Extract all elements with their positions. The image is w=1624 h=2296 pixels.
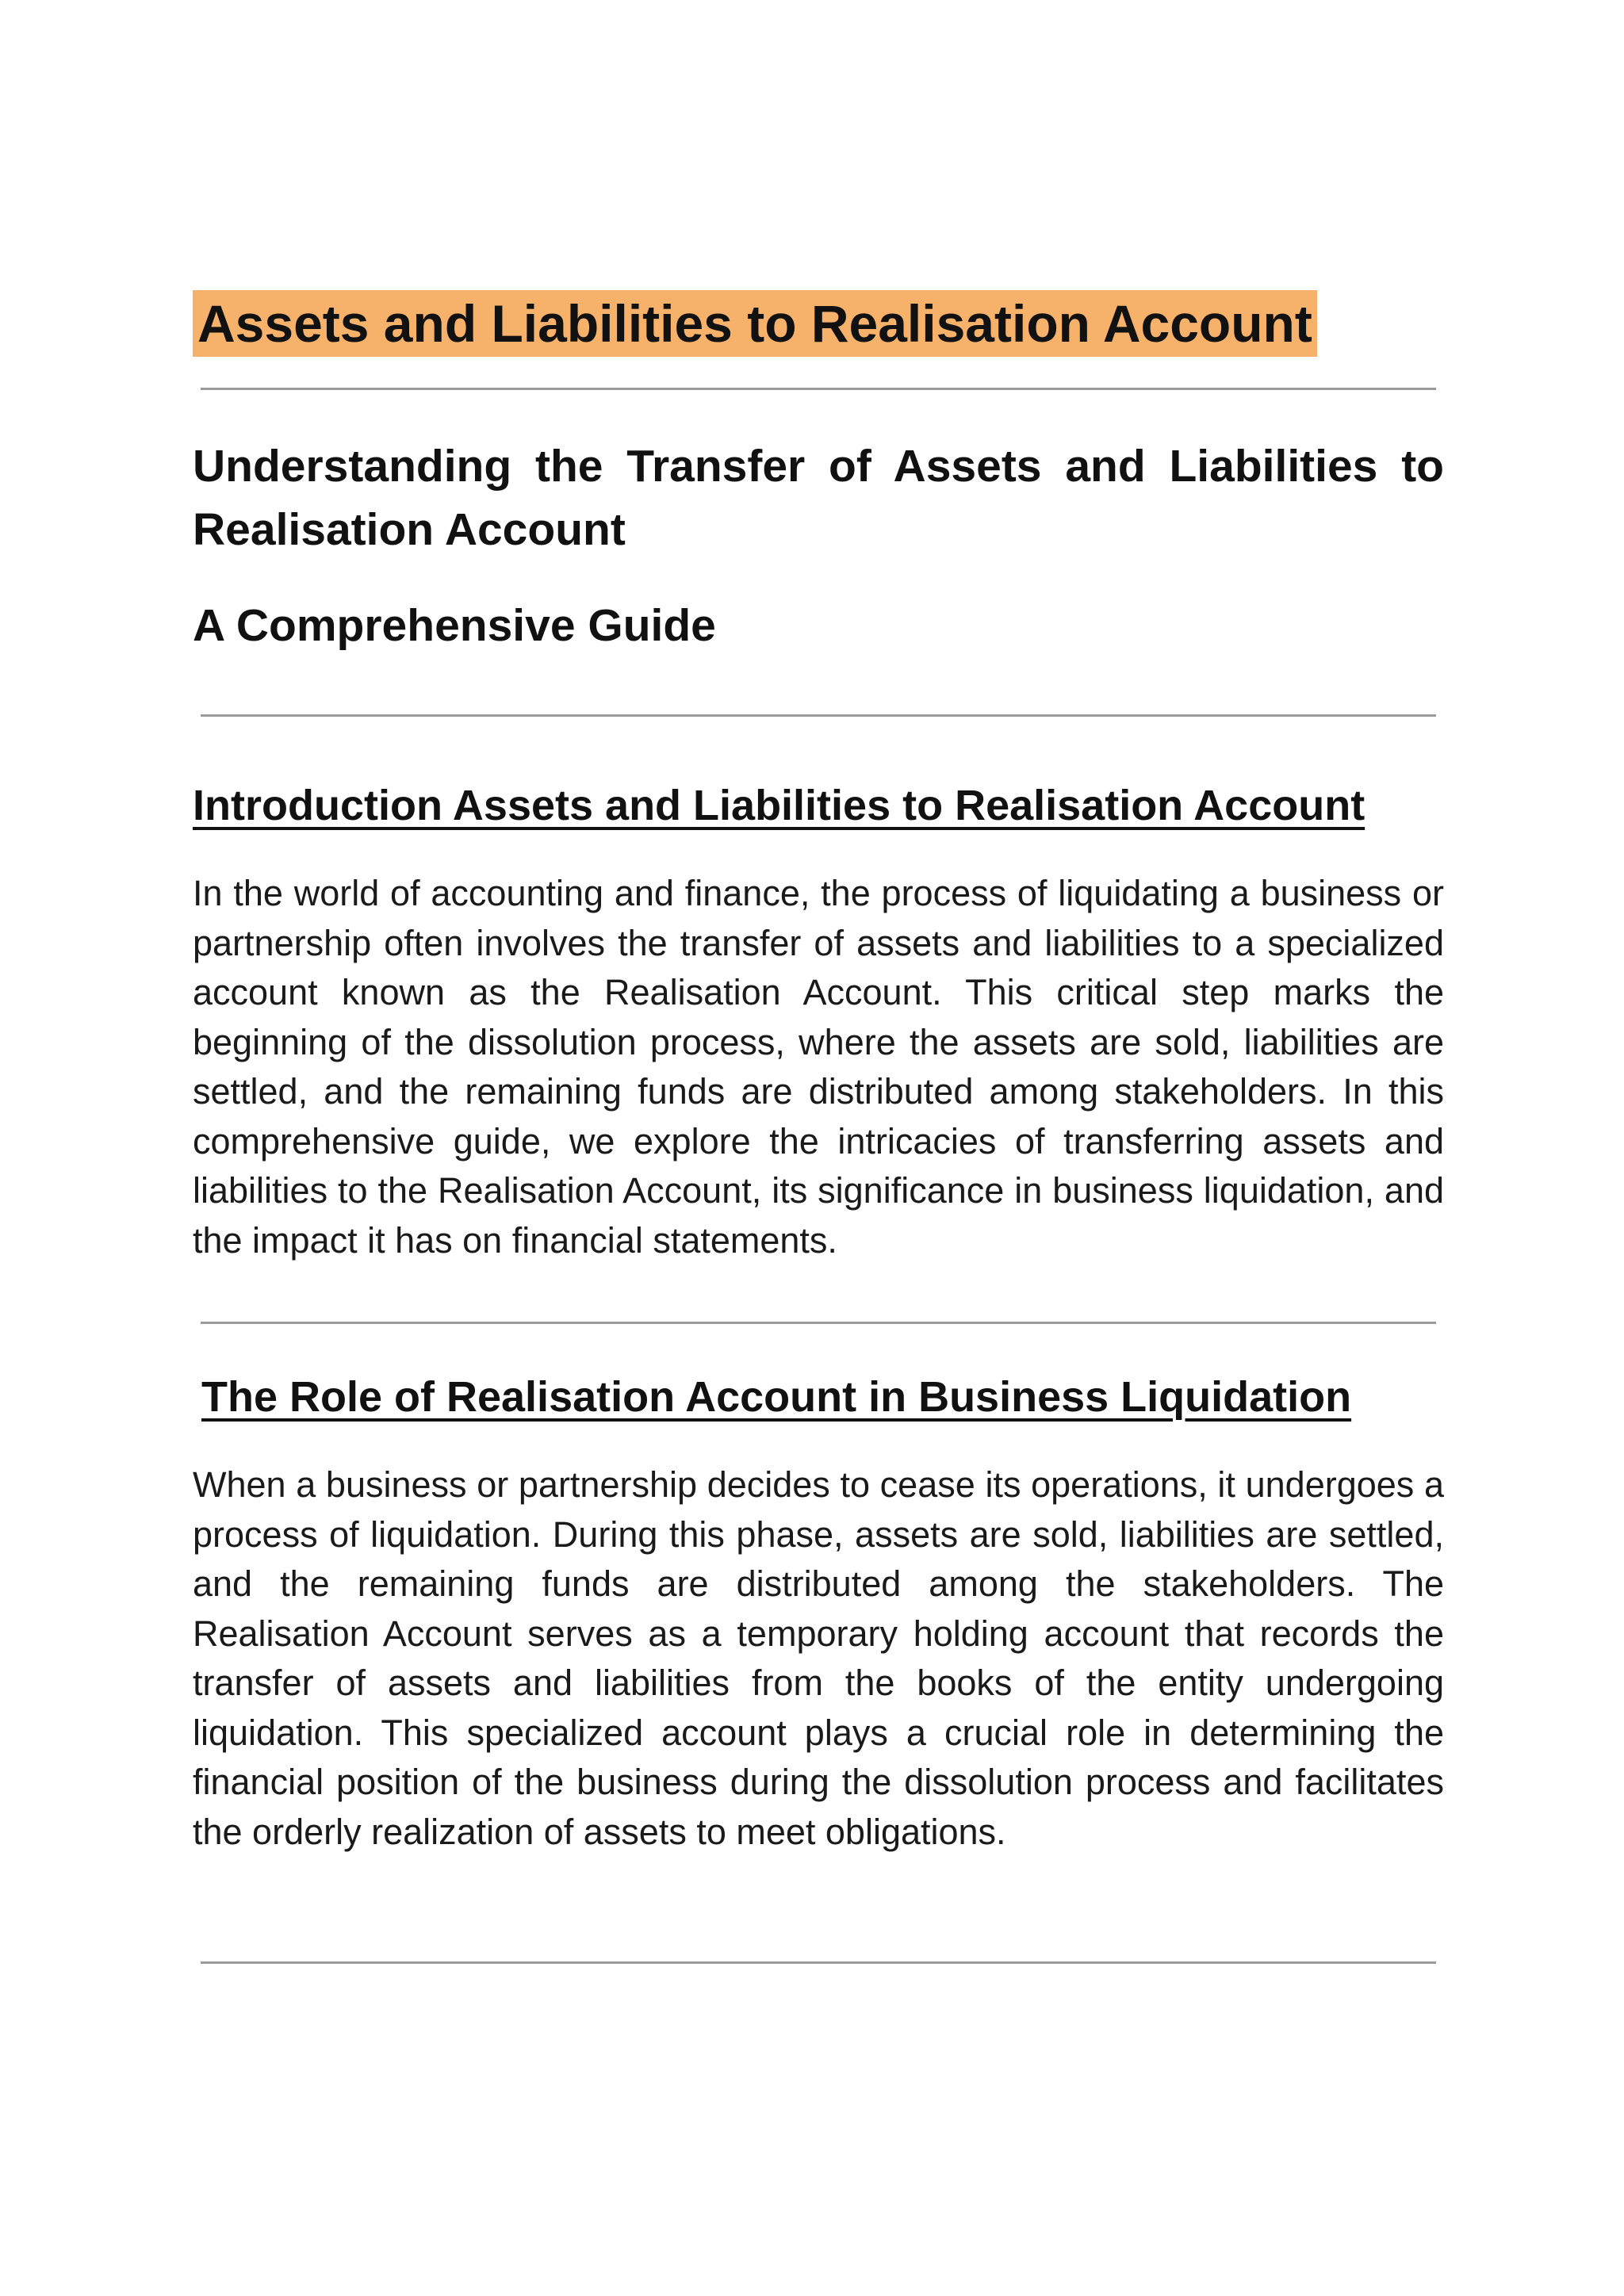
document-tagline: A Comprehensive Guide [193, 600, 716, 651]
horizontal-rule [201, 388, 1436, 390]
horizontal-rule [201, 714, 1436, 717]
document-title: Assets and Liabilities to Realisation Account [193, 290, 1317, 357]
section-body-role: When a business or partnership decides to cease its operations, it undergoes a process of liquidation. During this phase, assets are sold, liabilities are settled, and the remaining funds are distributed among the stakeholders. The Realisation Account serves as a temporary holding account that records the transfer of assets and liabilities from the books of the entity undergoing liquidation. This specialized account plays a crucial role in determining the financial position of the business during the dissolution process and facilitates the orderly realization of assets to meet obligations. [193, 1464, 1444, 1852]
section-body-introduction: In the world of accounting and finance, the process of liquidating a business or partnership often involves the transfer of assets and liabilities to a specialized account known as the Realisation Account. This critical step marks the beginning of the dissolution process, where the assets are sold, liabilities are settled, and the remaining funds are distributed among stakeholders. In this comprehensive guide, we explore the intricacies of transferring assets and liabilities to the Realisation Account, its significance in business liquidation, and the impact it has on financial statements. [193, 873, 1444, 1261]
horizontal-rule [201, 1961, 1436, 1964]
document-subtitle: Understanding the Transfer of Assets and Liabilities to Realisation Account [193, 441, 1444, 555]
section-heading-introduction: Introduction Assets and Liabilities to Realisation Account [193, 782, 1365, 829]
horizontal-rule [201, 1322, 1436, 1324]
section-heading-role: The Role of Realisation Account in Business Liquidation [201, 1373, 1352, 1421]
